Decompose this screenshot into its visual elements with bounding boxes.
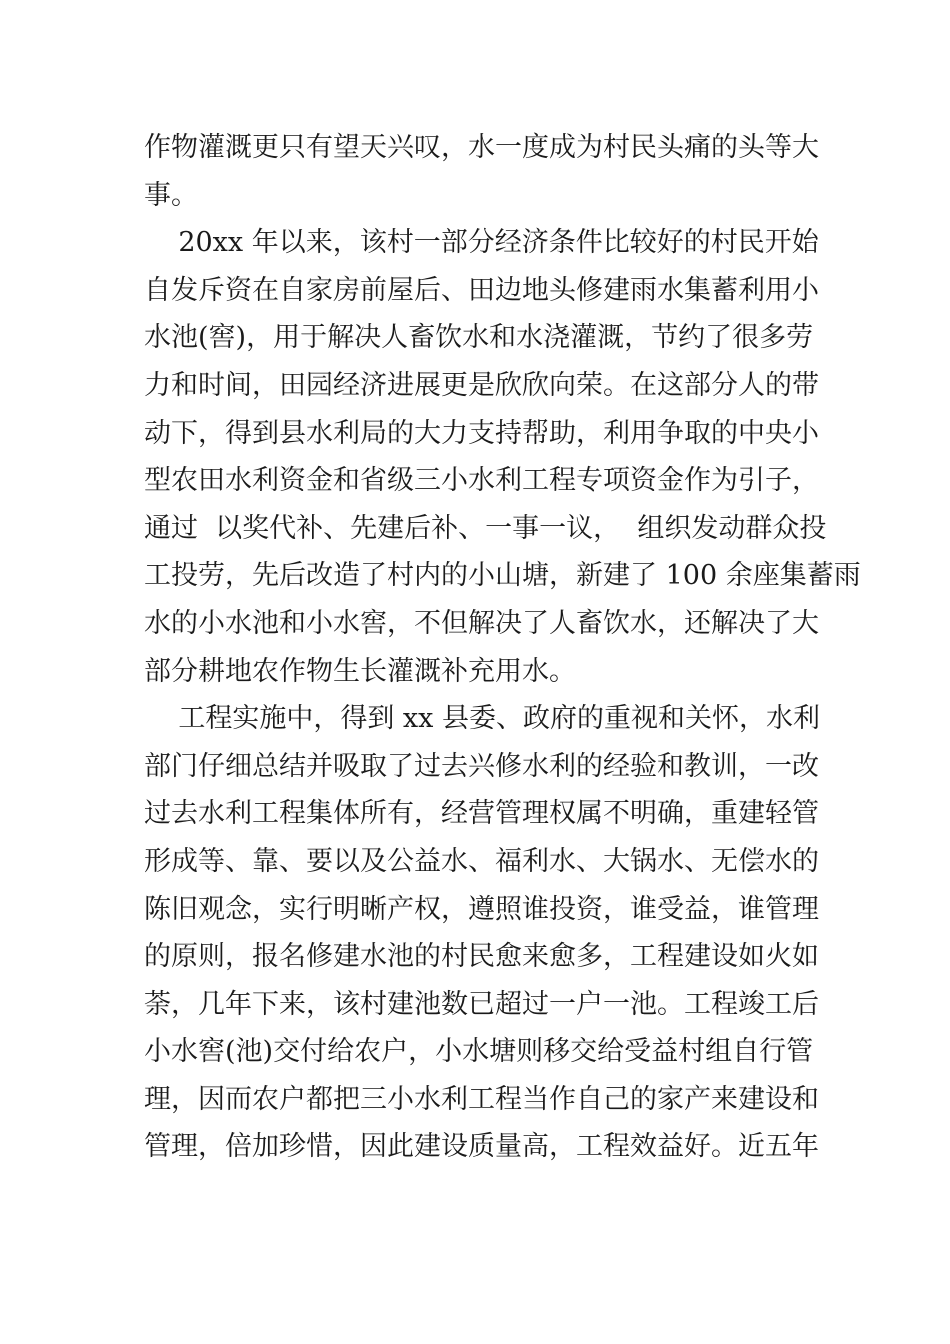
text-line: 形成等、靠、要以及公益水、福利水、大锅水、无偿水的 [144, 845, 819, 877]
text-line: 陈旧观念，实行明晰产权，遵照谁投资，谁受益，谁管理 [144, 893, 819, 925]
text-line: 力和时间，田园经济进展更是欣欣向荣。在这部分人的带 [144, 369, 819, 401]
text-line: 工投劳，先后改造了村内的小山塘，新建了 100 余座集蓄雨 [144, 560, 861, 592]
text-line: 水池(窖)，用于解决人畜饮水和水浇灌溉，节约了很多劳 [144, 322, 814, 354]
text-line: 事。 [144, 179, 198, 211]
text-line: 荼，几年下来，该村建池数已超过一户一池。工程竣工后 [144, 988, 819, 1020]
text-line: 20xx 年以来，该村一部分经济条件比较好的村民开始 [144, 227, 819, 259]
text-line: 作物灌溉更只有望天兴叹，水一度成为村民头痛的头等大 [144, 132, 819, 163]
text-line: 自发斥资在自家房前屋后、田边地头修建雨水集蓄利用小 [144, 274, 819, 306]
text-line: 水的小水池和小水窖，不但解决了人畜饮水，还解决了大 [144, 607, 819, 639]
document-body [144, 124, 861, 1171]
text-line: 部分耕地农作物生长灌溉补充用水。 [144, 655, 576, 687]
text-line: 过去水利工程集体所有，经营管理权属不明确，重建轻管 [144, 798, 819, 830]
text-line: 动下，得到县水利局的大力支持帮助，利用争取的中央小 [144, 417, 819, 449]
text-line: 通过 以奖代补、先建后补、一事一议， 组织发动群众投 [144, 512, 827, 544]
text-line: 部门仔细总结并吸取了过去兴修水利的经验和教训，一改 [144, 750, 819, 782]
text-line: 小水窖(池)交付给农户，小水塘则移交给受益村组自行管 [144, 1036, 814, 1068]
text-line: 管理，倍加珍惜，因此建设质量高，工程效益好。近五年 [144, 1131, 819, 1163]
text-line: 型农田水利资金和省级三小水利工程专项资金作为引子， [144, 465, 819, 497]
text-line: 的原则，报名修建水池的村民愈来愈多，工程建设如火如 [144, 941, 819, 973]
text-line: 理，因而农户都把三小水利工程当作自己的家产来建设和 [144, 1083, 819, 1115]
text-line: 工程实施中，得到 xx 县委、政府的重视和关怀，水利 [144, 703, 820, 735]
